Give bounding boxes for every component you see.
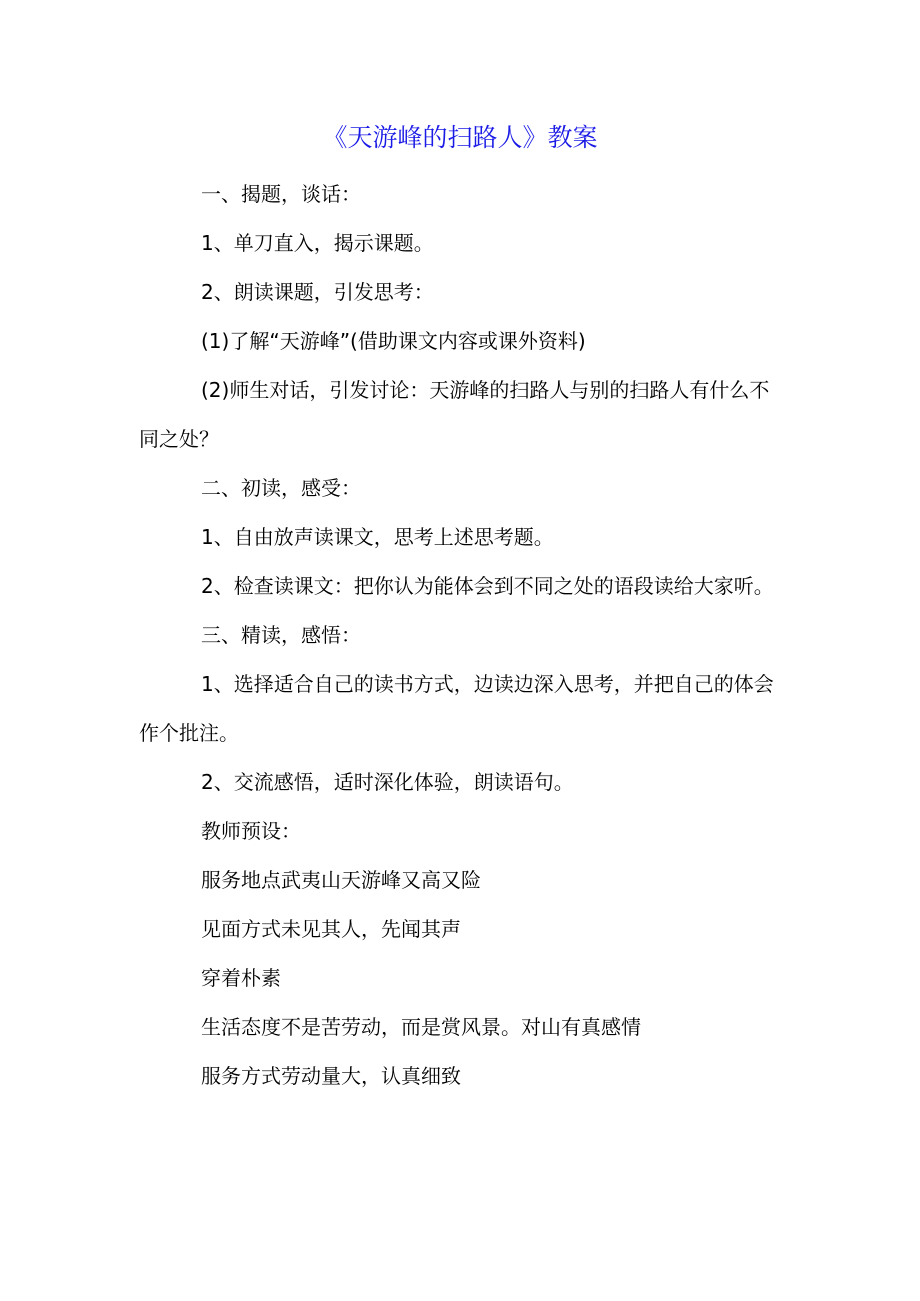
paragraph: 一、揭题，谈话： (201, 182, 361, 206)
paragraph: 三、精读，感悟： (201, 623, 361, 647)
document-title: 《天游峰的扫路人》教案 (322, 123, 598, 152)
paragraph: 2、检查读课文：把你认为能体会到不同之处的语段读给大家听。 (201, 574, 774, 598)
document-body (139, 170, 789, 1101)
paragraph: 2、朗读课题，引发思考： (201, 280, 434, 304)
paragraph: 见面方式未见其人，先闻其声 (201, 917, 461, 941)
paragraph: 二、初读，感受： (201, 476, 361, 500)
paragraph: 生活态度不是苦劳动，而是赏风景。对山有真感情 (201, 1015, 641, 1039)
paragraph: 服务方式劳动量大，认真细致 (201, 1064, 461, 1088)
paragraph: 1、单刀直入，揭示课题。 (201, 231, 434, 255)
paragraph: 穿着朴素 (201, 966, 281, 990)
paragraph: 服务地点武夷山天游峰又高又险 (201, 868, 481, 892)
paragraph: (1)了解“天游峰”(借助课文内容或课外资料) (201, 329, 586, 353)
paragraph: (2)师生对话，引发讨论：天游峰的扫路人与别的扫路人有什么不同之处？ (139, 378, 770, 451)
paragraph: 2、交流感悟，适时深化体验，朗读语句。 (201, 770, 574, 794)
paragraph: 1、选择适合自己的读书方式，边读边深入思考，并把自己的体会作个批注。 (139, 672, 774, 745)
paragraph: 1、自由放声读课文，思考上述思考题。 (201, 525, 554, 549)
paragraph: 教师预设： (201, 819, 301, 843)
